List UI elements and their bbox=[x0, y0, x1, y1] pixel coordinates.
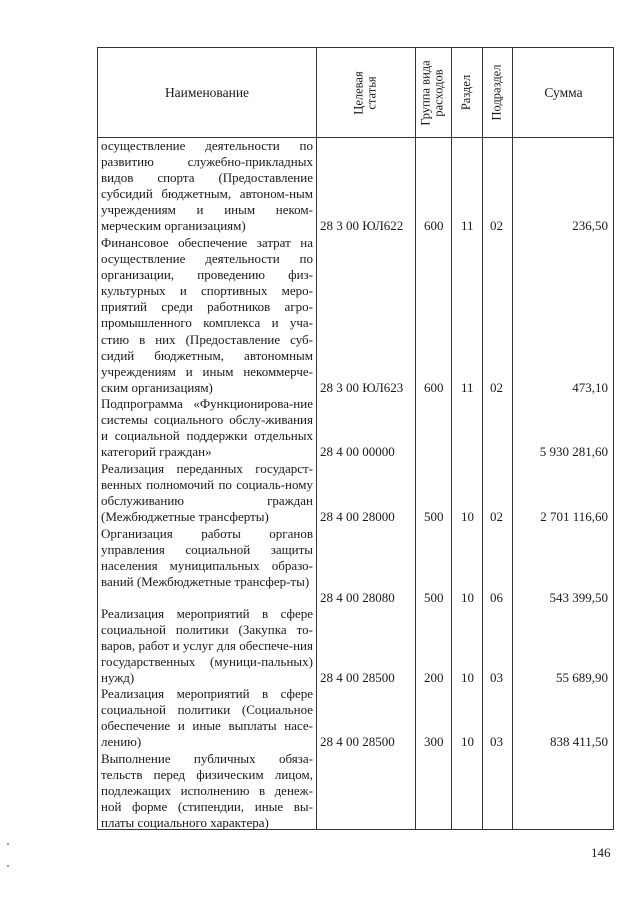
row-section: 10 bbox=[461, 734, 474, 749]
row-expense-group: 200 bbox=[424, 670, 444, 685]
col-divider bbox=[316, 48, 317, 829]
header-expense-group: Группа вида расходов bbox=[419, 59, 447, 126]
row-sum: 5 930 281,60 bbox=[539, 444, 608, 459]
col-divider bbox=[415, 48, 416, 829]
row-name: Реализация переданных государст-венных полномочий по социаль-ному обслуживанию граждан (Межбюджетные трансферты) bbox=[101, 461, 313, 525]
row-section: 10 bbox=[461, 590, 474, 605]
row-subsection: 06 bbox=[490, 590, 503, 605]
budget-table bbox=[97, 47, 614, 830]
row-code: 28 4 00 28500 bbox=[320, 670, 395, 685]
row-sum: 473,10 bbox=[572, 380, 608, 395]
row-section: 10 bbox=[461, 509, 474, 524]
row-subsection: 02 bbox=[490, 509, 503, 524]
row-subsection: 03 bbox=[490, 670, 503, 685]
header-code: Целевая статья bbox=[351, 70, 379, 115]
col-divider bbox=[512, 48, 513, 829]
row-sum: 2 701 116,60 bbox=[540, 509, 608, 524]
row-subsection: 02 bbox=[490, 218, 503, 233]
row-expense-group: 500 bbox=[424, 509, 444, 524]
row-name: Подпрограмма «Функционирова-ние системы социального обслу-живания и социальной поддержки отдельных категорий граждан» bbox=[101, 396, 313, 460]
row-section: 11 bbox=[461, 218, 474, 233]
row-name: Выполнение публичных обяза-тельств перед физическим лицом, подлежащих исполнению в денеж-ной форме (стипендии, иные вы-платы социального характера) bbox=[101, 751, 313, 831]
row-sum: 838 411,50 bbox=[549, 734, 608, 749]
row-code: 28 4 00 00000 bbox=[320, 444, 395, 459]
scan-speck bbox=[7, 843, 9, 845]
row-sum: 543 399,50 bbox=[549, 590, 608, 605]
col-divider bbox=[482, 48, 483, 829]
row-code: 28 4 00 28080 bbox=[320, 590, 395, 605]
col-divider bbox=[451, 48, 452, 829]
scan-speck bbox=[7, 865, 9, 867]
page-number: 146 bbox=[591, 845, 611, 860]
row-code: 28 3 00 ЮЛ623 bbox=[320, 380, 404, 395]
header-sum: Сумма bbox=[544, 84, 583, 100]
row-sum: 236,50 bbox=[572, 218, 608, 233]
row-section: 11 bbox=[461, 380, 474, 395]
header-section: Раздел bbox=[459, 74, 474, 111]
row-expense-group: 300 bbox=[424, 734, 444, 749]
row-expense-group: 500 bbox=[424, 590, 444, 605]
row-code: 28 3 00 ЮЛ622 bbox=[320, 218, 404, 233]
row-name: Организация работы органов управления социальной защиты населения муниципальных образо-ваний (Межбюджетные трансфер-ты) bbox=[101, 526, 313, 590]
row-subsection: 02 bbox=[490, 380, 503, 395]
header-name: Наименование bbox=[164, 84, 250, 100]
row-code: 28 4 00 28500 bbox=[320, 734, 395, 749]
row-code: 28 4 00 28000 bbox=[320, 509, 395, 524]
row-section: 10 bbox=[461, 670, 474, 685]
header-subsection: Подраздел bbox=[489, 64, 504, 121]
row-name: Финансовое обеспечение затрат на осуществление деятельности по организации, проведению физ-культурных и спортивных меро-приятий среди работников агро-промышленного комплекса и уча-стию в них (Предоставление суб-сидий бюджетным, автономным учреждениям и иным некоммерче-ским организациям) bbox=[101, 235, 313, 395]
row-name: Реализация мероприятий в сфере социальной политики (Социальное обеспечение и иные выплаты насе-лению) bbox=[101, 686, 313, 750]
row-name: Реализация мероприятий в сфере социальной политики (Закупка то-варов, работ и услуг для обеспече-ния государственных (муници-пальных) нужд) bbox=[101, 606, 313, 686]
row-expense-group: 600 bbox=[424, 380, 444, 395]
row-expense-group: 600 bbox=[424, 218, 444, 233]
row-subsection: 03 bbox=[490, 734, 503, 749]
row-sum: 55 689,90 bbox=[556, 670, 608, 685]
row-name: осуществление деятельности по развитию служебно-прикладных видов спорта (Предоставление субсидий бюджетным, автоном-ным учреждениям и иным неком-мерческим организациям) bbox=[101, 138, 313, 234]
